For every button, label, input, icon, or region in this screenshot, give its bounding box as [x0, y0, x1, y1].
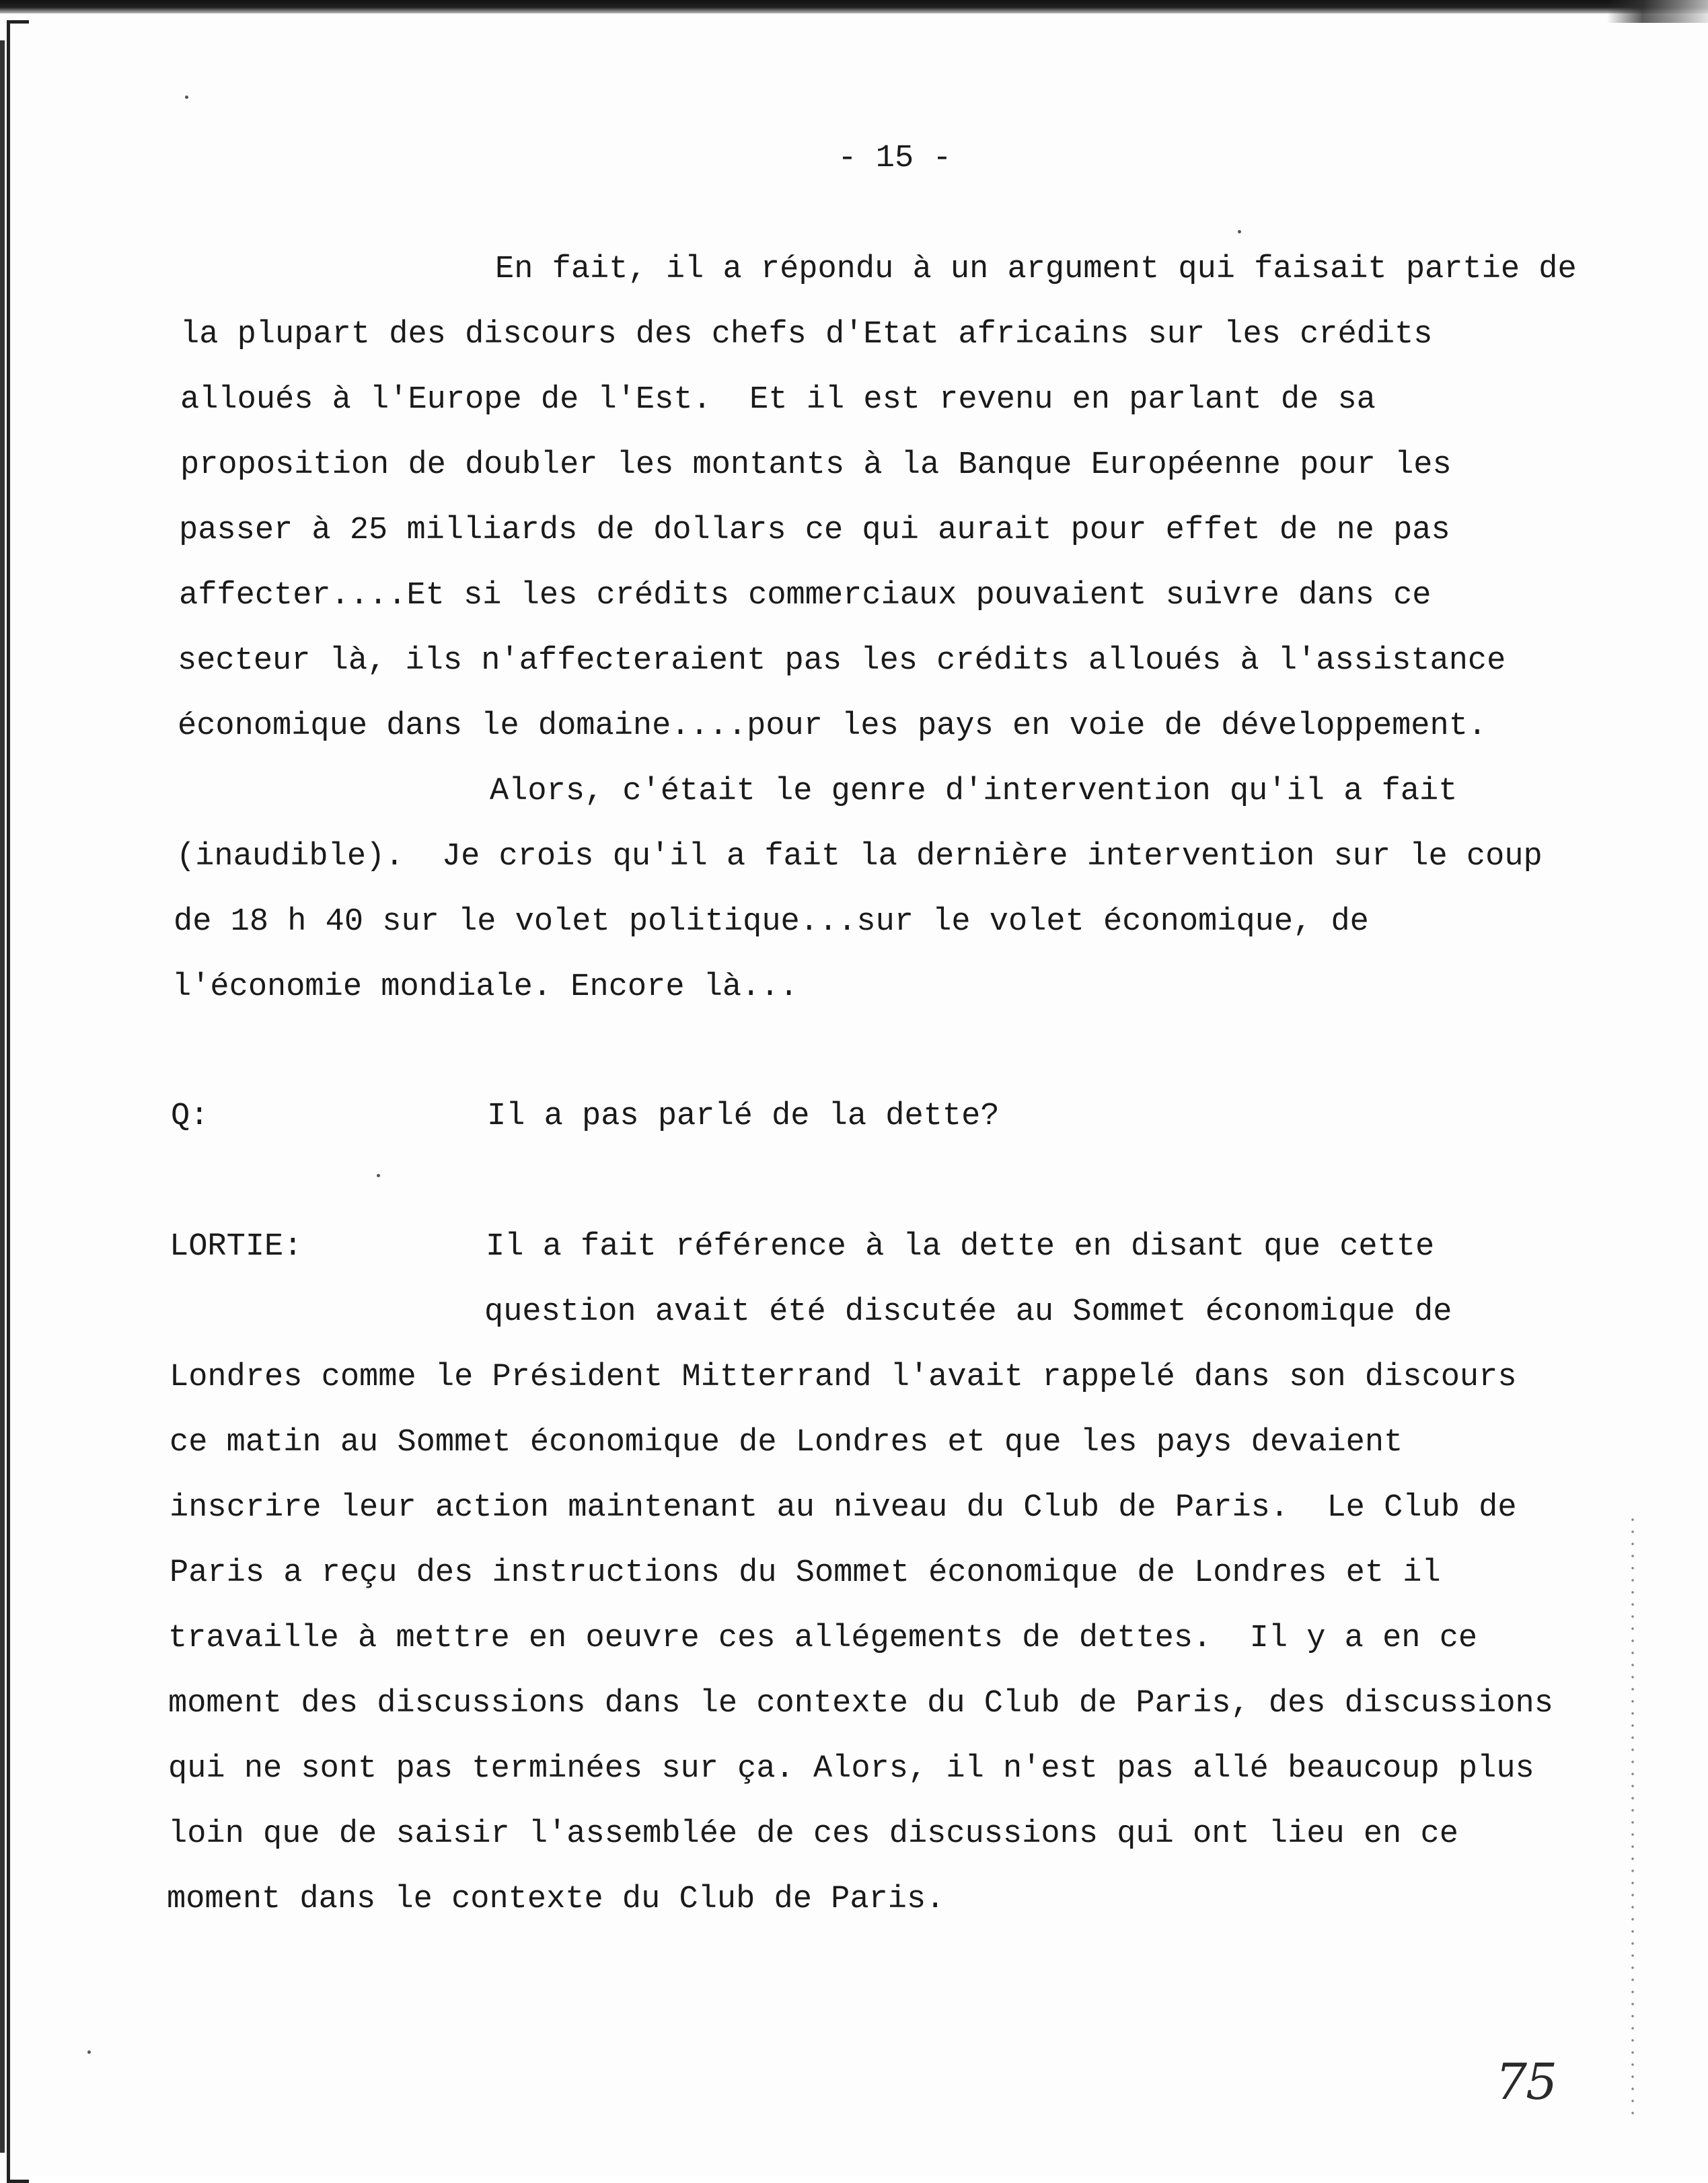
- paragraph-1-line: passer à 25 milliards de dollars ce qui aurait pour effet de ne pas: [179, 513, 1450, 548]
- paragraph-2-line: (inaudible). Je crois qu'il a fait la dernière intervention sur le coup: [176, 839, 1543, 875]
- answer-line: Il a fait référence à la dette en disant que cette: [486, 1229, 1435, 1265]
- answer-line: Paris a reçu des instructions du Sommet économique de Londres et il: [170, 1555, 1441, 1591]
- answer-line: question avait été discutée au Sommet économique de: [484, 1294, 1452, 1330]
- paragraph-1-line: proposition de doubler les montants à la Banque Européenne pour les: [180, 447, 1452, 483]
- binding-edge-shadow: [0, 40, 5, 2153]
- answer-line: ce matin au Sommet économique de Londres et que les pays devaient: [170, 1425, 1403, 1460]
- question-speaker-label: Q:: [171, 1099, 209, 1134]
- binding-edge: [7, 20, 29, 2183]
- scan-edge-dots: [1631, 1514, 1634, 2119]
- scan-speck: [377, 1174, 380, 1177]
- scan-speck: [185, 96, 188, 99]
- scan-corner-artifact: [1607, 0, 1708, 23]
- handwritten-page-mark: 75: [1495, 2053, 1557, 2111]
- scan-top-edge: [0, 0, 1708, 13]
- paragraph-1-line: En fait, il a répondu à un argument qui faisait partie de: [495, 252, 1577, 287]
- answer-line: Londres comme le Président Mitterrand l'avait rappelé dans son discours: [170, 1360, 1517, 1395]
- answer-line: travaille à mettre en oeuvre ces allégements de dettes. Il y a en ce: [168, 1621, 1478, 1656]
- answer-line: loin que de saisir l'assemblée de ces discussions qui ont lieu en ce: [168, 1816, 1458, 1852]
- paragraph-2-line: de 18 h 40 sur le volet politique...sur le volet économique, de: [174, 904, 1369, 940]
- paragraph-2-line: Alors, c'était le genre d'intervention qu'il a fait: [490, 774, 1458, 809]
- paragraph-1-line: affecter....Et si les crédits commerciaux pouvaient suivre dans ce: [179, 578, 1432, 614]
- page-number: - 15 -: [838, 141, 952, 176]
- answer-line: moment des discussions dans le contexte du Club de Paris, des discussions: [168, 1686, 1553, 1722]
- paragraph-2-line: l'économie mondiale. Encore là...: [172, 969, 799, 1005]
- answer-line: inscrire leur action maintenant au niveau du Club de Paris. Le Club de: [170, 1490, 1517, 1526]
- paragraph-1-line: économique dans le domaine....pour les pays en voie de développement.: [178, 708, 1487, 744]
- answer-speaker-label: LORTIE:: [170, 1229, 303, 1265]
- scan-speck: [87, 2050, 91, 2054]
- paragraph-1-line: la plupart des discours des chefs d'Etat africains sur les crédits: [180, 317, 1433, 353]
- answer-line: qui ne sont pas terminées sur ça. Alors, il n'est pas allé beaucoup plus: [168, 1751, 1534, 1787]
- answer-line: moment dans le contexte du Club de Paris.: [167, 1882, 945, 1917]
- paragraph-1-line: secteur là, ils n'affecteraient pas les crédits alloués à l'assistance: [178, 643, 1506, 679]
- question-text: Il a pas parlé de la dette?: [487, 1099, 1000, 1134]
- paragraph-1-line: alloués à l'Europe de l'Est. Et il est revenu en parlant de sa: [180, 382, 1376, 418]
- scan-speck: [1238, 230, 1241, 233]
